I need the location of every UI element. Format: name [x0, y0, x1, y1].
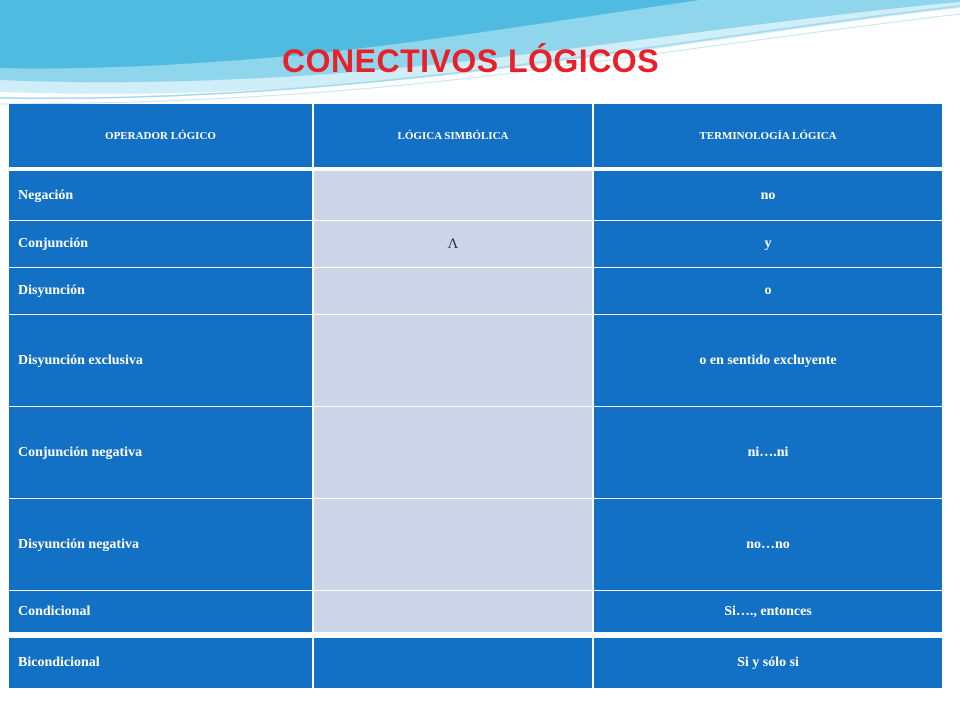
header-symbolic: LÓGICA SIMBÓLICA — [314, 104, 594, 168]
row-term: Si…., entonces — [594, 591, 942, 633]
row-term: o en sentido excluyente — [594, 315, 942, 407]
row-symbol — [314, 591, 594, 633]
row-symbol: Λ — [314, 221, 594, 268]
row-operator: Disyunción — [9, 268, 314, 315]
row-symbol — [314, 499, 594, 591]
connectives-table — [9, 104, 942, 689]
header-terminology: TERMINOLOGÍA LÓGICA — [594, 104, 942, 168]
row-term: y — [594, 221, 942, 268]
row-term: Si y sólo si — [594, 638, 942, 689]
row-symbol — [314, 407, 594, 499]
row-symbol — [314, 638, 594, 689]
row-symbol — [314, 171, 594, 221]
row-term: o — [594, 268, 942, 315]
row-term: no — [594, 171, 942, 221]
row-operator: Disyunción exclusiva — [9, 315, 314, 407]
row-term: no…no — [594, 499, 942, 591]
row-symbol — [314, 315, 594, 407]
row-operator: Disyunción negativa — [9, 499, 314, 591]
row-operator: Negación — [9, 171, 314, 221]
row-term: ni….ni — [594, 407, 942, 499]
slide-title: CONECTIVOS LÓGICOS — [282, 43, 660, 79]
row-symbol — [314, 268, 594, 315]
row-operator: Bicondicional — [9, 638, 314, 689]
row-operator: Condicional — [9, 591, 314, 633]
row-operator: Conjunción negativa — [9, 407, 314, 499]
header-operator: OPERADOR LÓGICO — [9, 104, 314, 168]
row-operator: Conjunción — [9, 221, 314, 268]
